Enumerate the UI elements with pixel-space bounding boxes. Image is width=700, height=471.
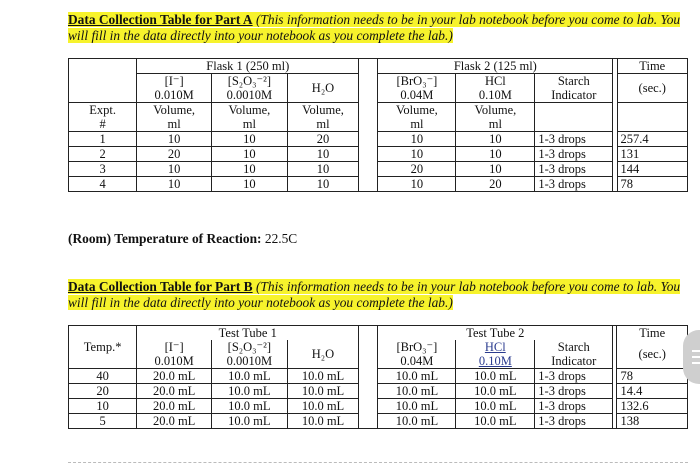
part-b-title: Data Collection Table for Part B [68,279,253,294]
hcl-header: HCl 0.10M [456,340,535,369]
volume-header: Volume, ml [456,103,535,132]
cut-off-text-line [68,462,688,465]
bromate-header: [BrO₃⁻] 0.04M [378,74,456,103]
part-b-data-table [68,325,688,429]
thiosulfate-header: [S₂O₃⁻²] 0.0010M [211,340,287,369]
starch-header: Starch Indicator [535,340,613,369]
tube1-label: Test Tube 1 [137,326,359,341]
table-row: 40 20.0 mL 10.0 mL 10.0 mL 10.0 mL 10.0 mL 1-3 drops 78 [69,369,688,384]
volume-header: Volume, ml [378,103,456,132]
table-a-header-row-1 [69,59,688,74]
table-row: 2 20 10 10 10 10 1-3 drops 131 [69,147,688,162]
room-temperature [68,231,297,247]
water-header: H₂O [287,74,359,103]
water-header: H₂O [287,340,359,369]
temp-header: Temp.* [69,326,137,369]
table-row: 10 20.0 mL 10.0 mL 10.0 mL 10.0 mL 10.0 mL 1-3 drops 132.6 [69,399,688,414]
part-a-heading [68,12,690,44]
volume-header: Volume, ml [287,103,359,132]
part-a-title: Data Collection Table for Part A [68,12,253,27]
time-unit: (sec.) [617,74,687,103]
hcl-header: HCl 0.10M [456,74,535,103]
table-a-header-row-2 [69,74,688,103]
time-header: Time [617,59,687,74]
iodide-header: [I⁻] 0.010M [137,340,212,369]
part-a-instructions: (This information needs to be in your lab notebook before you come to lab. You will fill in the data directly into your notebook as you complete the lab.) [68,12,681,43]
thiosulfate-header: [S₂O₃⁻²] 0.0010M [212,74,288,103]
time-header: Time [617,326,688,341]
tube2-label: Test Tube 2 [378,326,613,341]
bromate-header: [BrO₃⁻] 0.04M [378,340,456,369]
iodide-header: [I⁻] 0.010M [137,74,212,103]
part-a-data-table [68,58,688,192]
table-a-header-row-3 [69,103,688,132]
part-b-heading [68,279,690,311]
table-row: 20 20.0 mL 10.0 mL 10.0 mL 10.0 mL 10.0 mL 1-3 drops 14.4 [69,384,688,399]
room-temperature-label: (Room) Temperature of Reaction: [68,231,262,246]
volume-header: Volume, ml [137,103,212,132]
flask1-label: Flask 1 (250 ml) [137,59,359,74]
time-unit: (sec.) [617,340,688,369]
flask2-label: Flask 2 (125 ml) [378,59,613,74]
side-menu-handle-icon[interactable] [683,330,700,384]
part-b-instructions: (This information needs to be in your lab notebook before you come to lab. You will fill in the data directly into your notebook as you complete the lab.) [68,279,681,310]
table-b-header-row-1 [69,326,688,341]
table-row: 4 10 10 10 10 20 1-3 drops 78 [69,177,688,192]
expt-header: Expt. # [69,103,137,132]
table-row: 1 10 10 20 10 10 1-3 drops 257.4 [69,132,688,147]
table-row: 5 20.0 mL 10.0 mL 10.0 mL 10.0 mL 10.0 mL 1-3 drops 138 [69,414,688,429]
volume-header: Volume, ml [212,103,288,132]
starch-header: Starch Indicator [535,74,613,103]
table-row: 3 10 10 10 20 10 1-3 drops 144 [69,162,688,177]
room-temperature-value: 22.5C [264,231,298,246]
table-b-header-row-2 [69,340,688,369]
